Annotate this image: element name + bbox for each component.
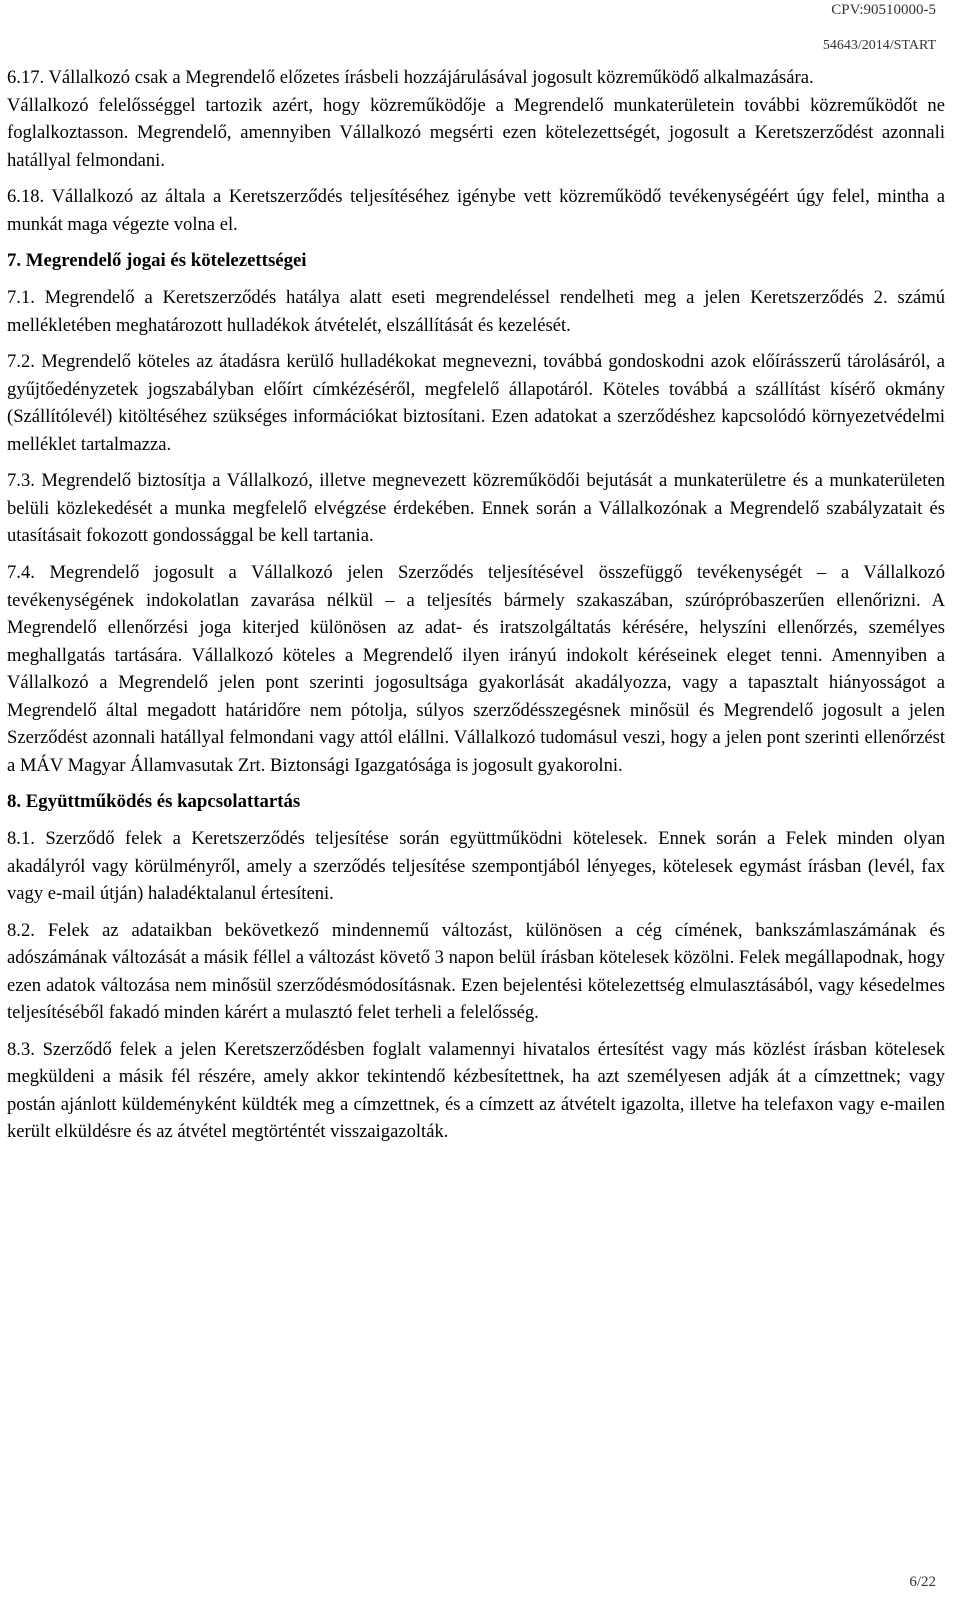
clause-6-17: 6.17. Vállalkozó csak a Megrendelő előzetes írásbeli hozzájárulásával jogosult közreműködő alkalmazására. [7, 67, 814, 88]
clause-7-2: 7.2. Megrendelő köteles az átadásra kerülő hulladékokat megnevezni, továbbá gondoskodni azok előírásszerű tárolásáról, a gyűjtőedényzetek jogszabályban előírt címkézéséről, megfelelő állapotáról. Köteles továbbá a szállítást kísérő okmány (Szállítólevél) kitöltéséhez szükséges információkat biztosítani. Ezen adatokat a szerződéshez kapcsolódó környezetvédelmi melléklet tartalmazza. [7, 351, 945, 455]
section-heading-7: 7. Megrendelő jogai és kötelezettségei [7, 250, 307, 272]
section-heading-8: 8. Együttműködés és kapcsolattartás [7, 791, 301, 813]
header-reference-number: 54643/2014/START [822, 38, 936, 53]
document-body [7, 64, 945, 1155]
clause-8-3: 8.3. Szerződő felek a jelen Keretszerződésben foglalt valamennyi hivatalos értesítést vagy más közlést írásban kötelesek megküldeni a másik fél részére, amely akkor tekintendő kézbesítettnek, ha azt személyesen adják át a címzettnek; vagy postán ajánlott küldeményként küldték meg a címzettnek, és a címzett az átvételt igazolta, illetve ha telefaxon vagy e-mailen került elküldésre és az átvétel megtörténtét visszaigazolták. [7, 1038, 945, 1143]
page-number: 6/22 [909, 1574, 936, 1590]
clause-7-3: 7.3. Megrendelő biztosítja a Vállalkozó, illetve megnevezett közreműködői bejutását a munkaterületre és a munkaterületen belüli közlekedését a munka megfelelő elvégzése érdekében. Ennek során a Vállalkozónak a Megrendelő szabályzatait és utasításait fokozott gondossággal be kell tartania. [7, 470, 945, 547]
clause-6-17-continued: Vállalkozó felelősséggel tartozik azért, hogy közreműködője a Megrendelő munkaterületein további közreműködőt ne foglalkoztasson. Megrendelő, amennyiben Vállalkozó megsérti ezen kötelezettségét, jogosult a Keretszerződést azonnali hatállyal felmondani. [7, 94, 945, 171]
clause-7-1: 7.1. Megrendelő a Keretszerződés hatálya alatt eseti megrendeléssel rendelheti meg a jelen Keretszerződés 2. számú mellékletében meghatározott hulladékok átvételét, elszállítását és kezelését. [7, 287, 945, 336]
clause-8-1: 8.1. Szerződő felek a Keretszerződés teljesítése során együttműködni kötelesek. Ennek során a Felek minden olyan akadályról vagy körülményről, amely a szerződés teljesítése szempontjából lényeges, kötelesek egymást írásban (levél, fax vagy e-mail útján) haladéktalanul értesíteni. [7, 828, 945, 904]
clause-7-4: 7.4. Megrendelő jogosult a Vállalkozó jelen Szerződés teljesítésével összefüggő tevékenységét – a Vállalkozó tevékenységének indokolatlan zavarása nélkül – a teljesítés bármely szakaszában, szúrópróbaszerűen ellenőrizni. A Megrendelő ellenőrzési joga kiterjed különösen az adat- és iratszolgáltatás kérésére, helyszíni ellenőrzés, személyes meghallgatás tartására. Vállalkozó köteles a Megrendelő ilyen irányú indokolt kéréseinek eleget tenni. Amennyiben a Vállalkozó a Megrendelő jelen pont szerinti jogosultsága gyakorlását akadályozza, vagy a tapasztalt hiányosságot a Megrendelő által megadott határidőre nem pótolja, súlyos szerződésszegésnek minősül és Megrendelő jogosult a jelen Szerződést azonnali hatállyal felmondani vagy attól elállni. Vállalkozó tudomásul veszi, hogy a jelen pont szerinti ellenőrzést a MÁV Magyar Államvasutak Zrt. Biztonsági Igazgatósága is jogosult gyakorolni. [7, 562, 945, 776]
clause-8-2: 8.2. Felek az adataikban bekövetkező mindennemű változást, különösen a cég címének, bankszámlaszámának és adószámának változását a másik féllel a változást követő 3 napon belül írásban kötelesek közölni. Felek megállapodnak, hogy ezen adatok változása nem minősül szerződésmódosításnak. Ezen bejelentési kötelezettség elmulasztásából, vagy késedelmes teljesítéséből fakadó minden kárért a mulasztó felet terheli a felelősség. [7, 919, 945, 1024]
clause-6-18: 6.18. Vállalkozó az általa a Keretszerződés teljesítéséhez igénybe vett közreműködő tevékenységéért úgy felel, mintha a munkát maga végezte volna el. [7, 186, 945, 235]
header-cpv-code: CPV:90510000-5 [831, 2, 936, 18]
